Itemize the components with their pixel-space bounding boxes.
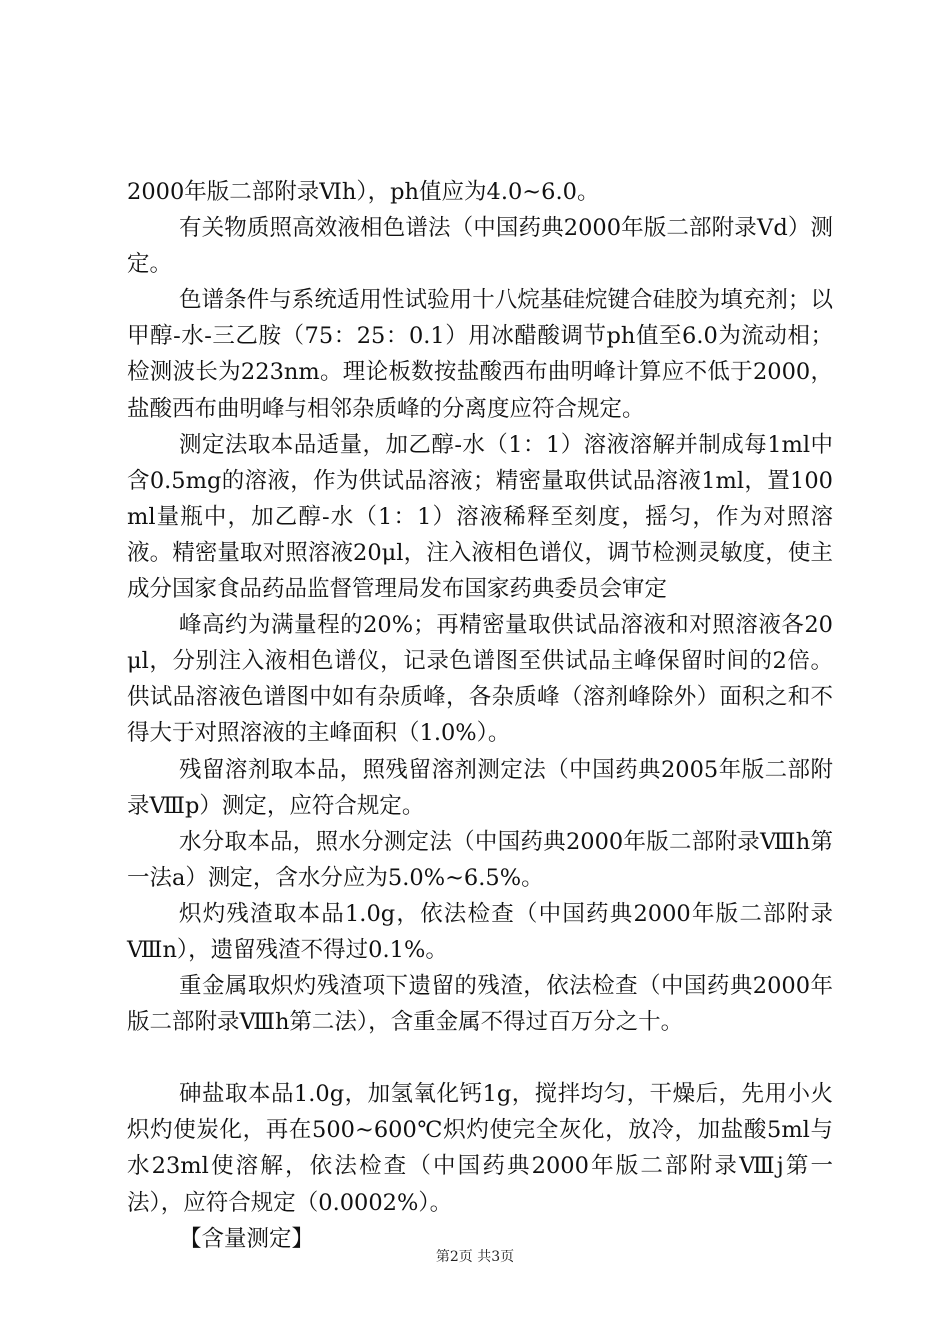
- document-body: [127, 174, 833, 1257]
- page-footer: 第2页 共3页: [435, 1249, 515, 1265]
- section-heading-assay: 【含量测定】: [179, 1225, 315, 1252]
- paragraph-related-substances: 有关物质照高效液相色谱法（中国药典2000年版二部附录Ⅴd）测定。: [127, 215, 833, 278]
- paragraph-peak-height: 峰高约为满量程的20%；再精密量取供试品溶液和对照溶液各20μl，分别注入液相色谱仪，记录色谱图至供试品主峰保留时间的2倍。供试品溶液色谱图中如有杂质峰，各杂质峰（溶剂峰除外）面积之和不得大于对照溶液的主峰面积（1.0%）。: [127, 612, 833, 747]
- paragraph-arsenic: 砷盐取本品1.0g，加氢氧化钙1g，搅拌均匀，干燥后，先用小火炽灼使炭化，再在500~600℃炽灼使完全灰化，放冷，加盐酸5ml与水23ml使溶解，依法检查（中国药典2000年版二部附录Ⅷj第一法），应符合规定（0.0002%）。: [127, 1081, 833, 1216]
- paragraph-residue-on-ignition: 炽灼残渣取本品1.0g，依法检查（中国药典2000年版二部附录Ⅷn），遗留残渣不得过0.1%。: [127, 900, 833, 963]
- paragraph-heavy-metals: 重金属取炽灼残渣项下遗留的残渣，依法检查（中国药典2000年版二部附录Ⅷh第二法），含重金属不得过百万分之十。: [127, 973, 833, 1036]
- paragraph-chromatographic-conditions: 色谱条件与系统适用性试验用十八烷基硅烷键合硅胶为填充剂；以甲醇-水-三乙胺（75：25：0.1）用冰醋酸调节ph值至6.0为流动相；检测波长为223nm。理论板数按盐酸西布曲明峰计算应不低于2000，盐酸西布曲明峰与相邻杂质峰的分离度应符合规定。: [127, 287, 833, 422]
- blank-line: [127, 1040, 833, 1076]
- paragraph-residual-solvents: 残留溶剂取本品，照残留溶剂测定法（中国药典2005年版二部附录Ⅷp）测定，应符合规定。: [127, 756, 833, 819]
- paragraph-ph-value: 2000年版二部附录Ⅵh），ph值应为4.0~6.0。: [127, 179, 600, 205]
- paragraph-water-content: 水分取本品，照水分测定法（中国药典2000年版二部附录Ⅷh第一法a）测定，含水分应为5.0%~6.5%。: [127, 828, 833, 891]
- paragraph-test-method: 测定法取本品适量，加乙醇-水（1：1）溶液溶解并制成每1ml中含0.5mg的溶液，作为供试品溶液；精密量取供试品溶液1ml，置100ml量瓶中，加乙醇-水（1：1）溶液稀释至刻度，摇匀，作为对照溶液。精密量取对照溶液20μl，注入液相色谱仪，调节检测灵敏度，使主成分国家食品药品监督管理局发布国家药典委员会审定: [127, 431, 833, 603]
